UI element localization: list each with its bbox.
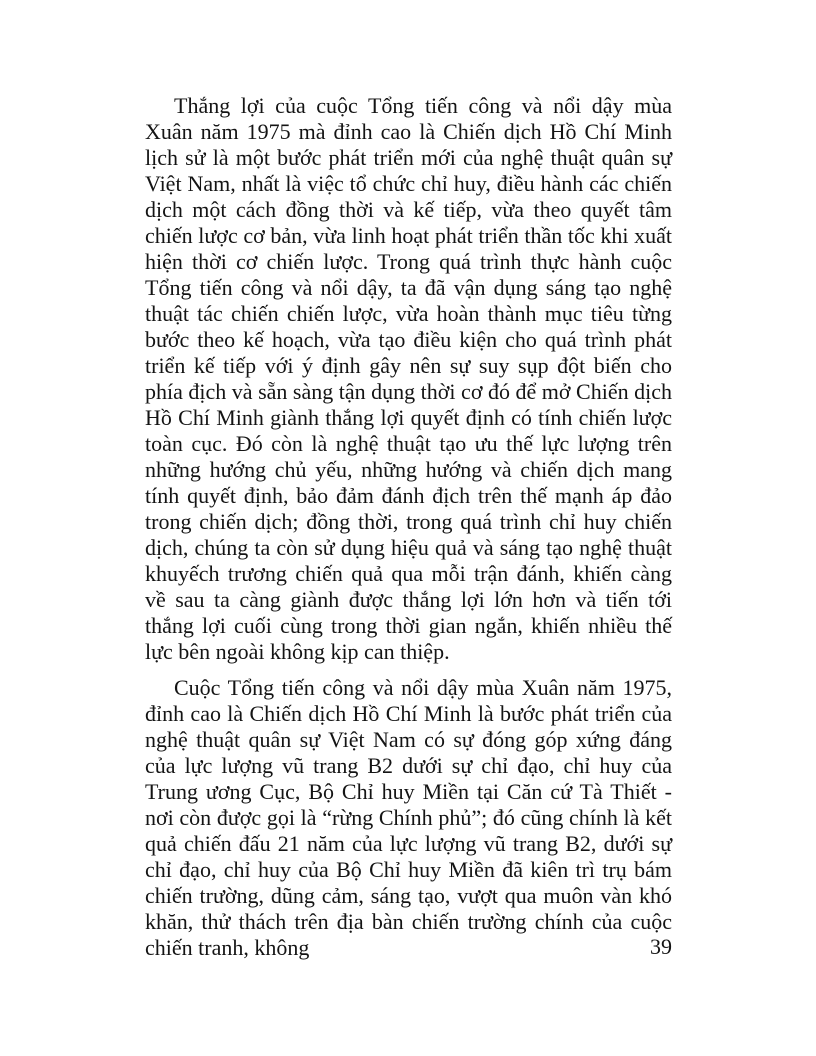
page-text-block — [145, 93, 672, 961]
paragraph-1: Thắng lợi của cuộc Tổng tiến công và nổi dậy mùa Xuân năm 1975 mà đỉnh cao là Chiến dịch Hồ Chí Minh lịch sử là một bước phát triển mới của nghệ thuật quân sự Việt Nam, nhất là việc tổ chức chỉ huy, điều hành các chiến dịch một cách đồng thời và kế tiếp, vừa theo quyết tâm chiến lược cơ bản, vừa linh hoạt phát triển thần tốc khi xuất hiện thời cơ chiến lược. Trong quá trình thực hành cuộc Tổng tiến công và nổi dậy, ta đã vận dụng sáng tạo nghệ thuật tác chiến chiến lược, vừa hoàn thành mục tiêu từng bước theo kế hoạch, vừa tạo điều kiện cho quá trình phát triển kế tiếp với ý định gây nên sự suy sụp đột biến cho phía địch và sẵn sàng tận dụng thời cơ đó để mở Chiến dịch Hồ Chí Minh giành thắng lợi quyết định có tính chiến lược toàn cục. Đó còn là nghệ thuật tạo ưu thế lực lượng trên những hướng chủ yếu, những hướng và chiến dịch mang tính quyết định, bảo đảm đánh địch trên thế mạnh áp đảo trong chiến dịch; đồng thời, trong quá trình chỉ huy chiến dịch, chúng ta còn sử dụng hiệu quả và sáng tạo nghệ thuật khuyếch trương chiến quả qua mỗi trận đánh, khiến càng về sau ta càng giành được thắng lợi lớn hơn và tiến tới thắng lợi cuối cùng trong thời gian ngắn, khiến nhiều thế lực bên ngoài không kịp can thiệp. — [145, 93, 672, 664]
page-number: 39 — [650, 934, 672, 959]
paragraph-2: Cuộc Tổng tiến công và nổi dậy mùa Xuân năm 1975, đỉnh cao là Chiến dịch Hồ Chí Minh là bước phát triển của nghệ thuật quân sự Việt Nam có sự đóng góp xứng đáng của lực lượng vũ trang B2 dưới sự chỉ đạo, chỉ huy của Trung ương Cục, Bộ Chỉ huy Miền tại Căn cứ Tà Thiết - nơi còn được gọi là “rừng Chính phủ”; đó cũng chính là kết quả chiến đấu 21 năm của lực lượng vũ trang B2, dưới sự chỉ đạo, chỉ huy của Bộ Chỉ huy Miền đã kiên trì trụ bám chiến trường, dũng cảm, sáng tạo, vượt qua muôn vàn khó khăn, thử thách trên địa bàn chiến trường chính của cuộc chiến tranh, không — [145, 675, 672, 960]
